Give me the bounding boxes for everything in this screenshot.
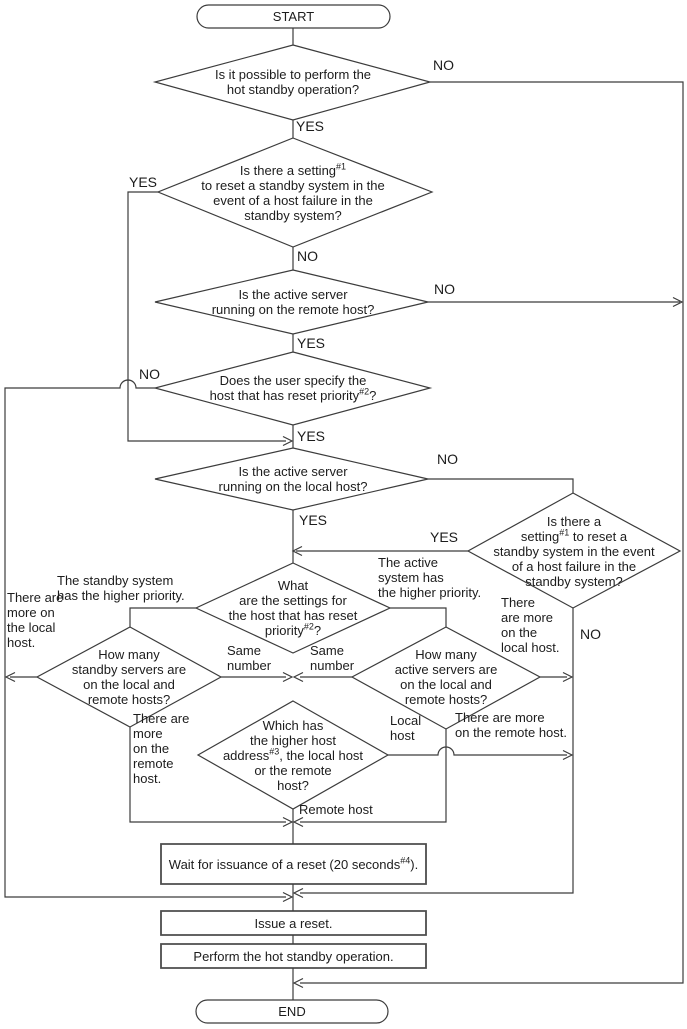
decision-reset-setting-standby: Is there a setting$^{\#1}$ to reset a standby system in the event of a host failure in the standby system? bbox=[201, 161, 385, 223]
label-d2-no: NO bbox=[297, 248, 318, 264]
label-more-on-local-right: There are more on the local host. bbox=[501, 595, 560, 655]
label-d6-no: NO bbox=[580, 626, 601, 642]
edge-d5-no-right bbox=[428, 479, 573, 493]
label-d6-yes: YES bbox=[430, 529, 459, 545]
label-d5-yes: YES bbox=[299, 512, 328, 528]
end-terminator: END bbox=[278, 1004, 306, 1019]
label-remote-host: Remote host bbox=[299, 802, 373, 817]
edge-d10-local-host bbox=[388, 747, 567, 755]
edge-d7-right bbox=[390, 608, 446, 627]
label-d3-yes: YES bbox=[297, 335, 326, 351]
start-terminator: START bbox=[272, 9, 315, 24]
decision-higher-host-address: Which has the higher host address$^{\#3}$, the local host or the remote host? bbox=[222, 718, 364, 793]
decision-how-many-active: How many active servers are on the local and remote hosts? bbox=[394, 647, 498, 707]
process-perform-hot-standby: Perform the hot standby operation. bbox=[193, 948, 394, 964]
label-local-host: Local host bbox=[390, 713, 422, 743]
process-wait-reset: Wait for issuance of a reset (20 seconds$^{\#4}$). bbox=[168, 855, 419, 872]
label-same-number-left: Same number bbox=[227, 643, 272, 673]
decision-active-on-local: Is the active server running on the local host? bbox=[218, 464, 368, 494]
edge-d7-left bbox=[130, 608, 196, 627]
decision-user-specify-priority: Does the user specify the host that has reset priority$^{\#2}$? bbox=[209, 373, 377, 403]
label-more-on-remote-left: There are more on the remote host. bbox=[133, 711, 190, 786]
label-active-higher-priority: The active system has the higher priority. bbox=[378, 555, 482, 600]
decision-reset-setting-standby-right: Is there a setting$^{\#1}$ to reset a standby system in the event of a host failure in the standby system? bbox=[493, 514, 655, 589]
label-standby-higher-priority: The standby system has the higher priority. bbox=[57, 573, 185, 603]
label-d4-yes: YES bbox=[297, 428, 326, 444]
label-d3-no: NO bbox=[434, 281, 455, 297]
decision-how-many-standby: How many standby servers are on the local and remote hosts? bbox=[71, 647, 187, 707]
label-more-on-remote-right: There are more on the remote host. bbox=[455, 710, 568, 740]
label-same-number-right: Same number bbox=[310, 643, 355, 673]
label-d2-yes: YES bbox=[129, 174, 158, 190]
decision-active-on-remote: Is the active server running on the remote host? bbox=[211, 287, 375, 317]
process-issue-reset: Issue a reset. bbox=[254, 915, 333, 931]
label-d1-yes: YES bbox=[296, 118, 325, 134]
decision-hot-standby-possible: Is it possible to perform the hot standby operation? bbox=[214, 67, 372, 97]
label-d4-no: NO bbox=[139, 366, 160, 382]
label-d1-no: NO bbox=[433, 57, 454, 73]
label-more-on-local-left: There are more on the local host. bbox=[7, 590, 64, 650]
decision-settings-reset-priority: What are the settings for the host that has reset priority$^{\#2}$? bbox=[228, 578, 358, 638]
label-d5-no: NO bbox=[437, 451, 458, 467]
